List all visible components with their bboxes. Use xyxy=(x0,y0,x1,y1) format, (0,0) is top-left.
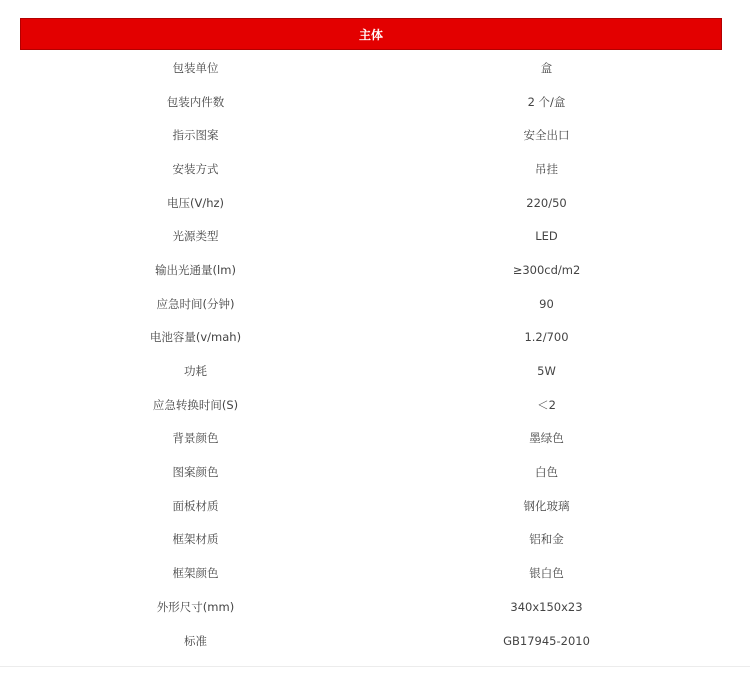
spec-label: 框架材质 xyxy=(172,532,219,547)
spec-value: 5W xyxy=(537,364,556,379)
table-row xyxy=(20,287,722,321)
spec-label: 框架颜色 xyxy=(172,566,219,581)
spec-label: 指示图案 xyxy=(172,128,219,143)
spec-label: 包装内件数 xyxy=(166,94,225,109)
spec-label: 背景颜色 xyxy=(172,431,219,446)
spec-label: 光源类型 xyxy=(172,229,219,244)
spec-value: GB17945-2010 xyxy=(503,633,590,648)
table-row xyxy=(20,321,722,355)
spec-value: 盒 xyxy=(540,60,553,75)
spec-value: 340x150x23 xyxy=(510,599,583,614)
table-row xyxy=(20,219,722,253)
bottom-divider xyxy=(0,666,750,667)
spec-label: 标准 xyxy=(184,633,207,648)
table-row xyxy=(20,152,722,186)
table-row xyxy=(20,51,722,85)
spec-label: 安装方式 xyxy=(172,161,219,176)
table-row xyxy=(20,455,722,489)
spec-value: 钢化玻璃 xyxy=(523,498,570,513)
table-row xyxy=(20,489,722,523)
spec-value: 银白色 xyxy=(529,566,564,581)
table-row xyxy=(20,253,722,287)
spec-value: 铝和金 xyxy=(529,532,564,547)
spec-value: 吊挂 xyxy=(535,161,558,176)
table-row xyxy=(20,422,722,456)
spec-label: 外形尺寸(mm) xyxy=(156,599,235,614)
table-row xyxy=(20,556,722,590)
table-row xyxy=(20,186,722,220)
spec-value: 1.2/700 xyxy=(524,330,569,345)
table-row xyxy=(20,388,722,422)
spec-label: 图案颜色 xyxy=(172,465,219,480)
spec-value: 220/50 xyxy=(526,195,567,210)
spec-label: 包装单位 xyxy=(172,60,219,75)
spec-value: 90 xyxy=(539,296,554,311)
table-header xyxy=(20,18,722,50)
table-row xyxy=(20,590,722,624)
spec-value: LED xyxy=(535,229,558,244)
spec-value: 白色 xyxy=(535,465,558,480)
spec-value: ＜2 xyxy=(537,397,556,412)
table-row xyxy=(20,354,722,388)
table-row xyxy=(20,118,722,152)
table-row xyxy=(20,523,722,557)
spec-label: 面板材质 xyxy=(172,498,219,513)
spec-label: 电压(V/hz) xyxy=(166,195,225,210)
spec-value: 墨绿色 xyxy=(529,431,564,446)
table-header-title: 主体 xyxy=(358,27,383,42)
spec-label: 电池容量(v/mah) xyxy=(149,330,242,345)
spec-label: 输出光通量(lm) xyxy=(155,262,236,277)
table-row xyxy=(20,624,722,658)
spec-label: 功耗 xyxy=(184,364,207,379)
spec-table xyxy=(20,51,722,657)
spec-label: 应急时间(分钟) xyxy=(156,296,235,311)
table-row xyxy=(20,85,722,119)
spec-value: ≥300cd/m2 xyxy=(512,262,581,277)
spec-value: 2 个/盒 xyxy=(527,94,566,109)
spec-label: 应急转换时间(S) xyxy=(152,397,239,412)
spec-value: 安全出口 xyxy=(523,128,570,143)
